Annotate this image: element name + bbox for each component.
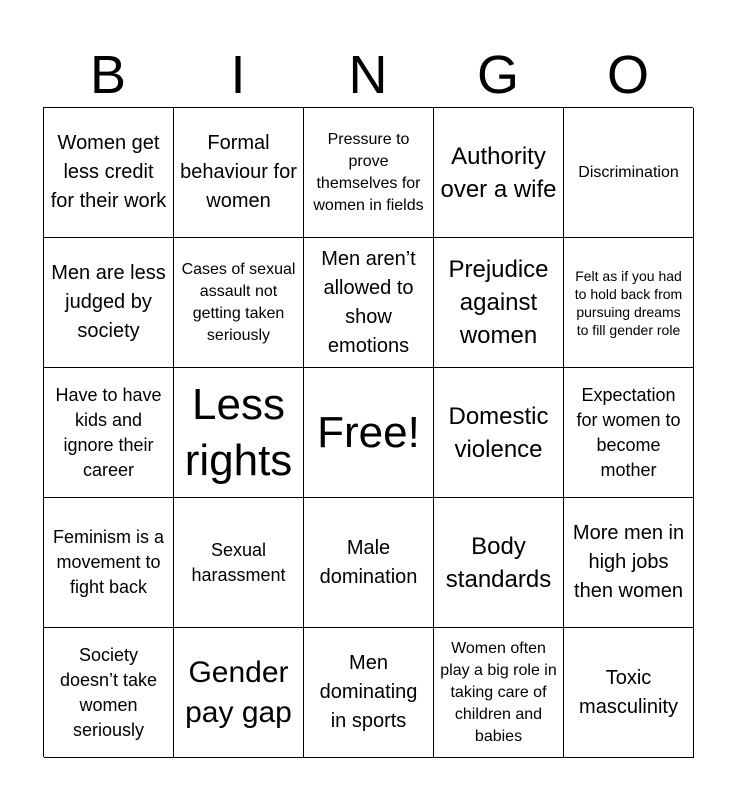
header-letter-o: O [606, 45, 649, 105]
header-letter-n: N [348, 45, 388, 105]
header-letter-i: I [230, 45, 246, 105]
bingo-cell[interactable] [434, 238, 564, 368]
bingo-cell-text: Toxic masculinity [579, 666, 678, 718]
bingo-cell-text: Cases of sexual assault not getting taken seriously [181, 260, 296, 344]
bingo-cell-text: Pressure to prove themselves for women in fields [313, 130, 424, 214]
bingo-cell[interactable] [564, 238, 694, 368]
bingo-cell-text: Body standards [445, 532, 552, 593]
bingo-cell-text: Have to have kids and ignore their career [55, 384, 162, 480]
bingo-cell-text: Formal behaviour for women [180, 132, 297, 212]
bingo-cell-text: Expectation for women to become mother [576, 384, 681, 480]
bingo-cell[interactable] [564, 628, 694, 758]
bingo-cell[interactable] [434, 368, 564, 498]
bingo-cell[interactable] [174, 628, 304, 758]
bingo-cell-text: Sexual harassment [191, 539, 286, 585]
bingo-cell-text: More men in high jobs then women [572, 522, 685, 602]
bingo-cell[interactable] [434, 628, 564, 758]
bingo-cell-text: Women often play a big role in taking care of children and babies [440, 639, 557, 745]
bingo-cell-text: Male domination [319, 536, 418, 588]
bingo-cell[interactable] [174, 108, 304, 238]
free-space-cell[interactable] [304, 368, 434, 498]
header-letter-g: G [476, 45, 519, 105]
bingo-header [43, 42, 693, 108]
bingo-cell-text: Women get less credit for their work [50, 132, 167, 212]
bingo-cell[interactable] [44, 368, 174, 498]
bingo-cell-text: Feminism is a movement to fight back [52, 527, 164, 597]
bingo-card-grid [43, 107, 693, 757]
bingo-cell-text: Felt as if you had to hold back from pursuing dreams to fill gender role [574, 267, 683, 338]
bingo-cell[interactable] [44, 628, 174, 758]
bingo-cell-text: Discrimination [578, 163, 679, 181]
bingo-cell[interactable] [304, 108, 434, 238]
bingo-cell-text: Less rights [184, 379, 293, 485]
bingo-cell[interactable] [434, 498, 564, 628]
bingo-cell[interactable] [174, 498, 304, 628]
bingo-cell[interactable] [304, 498, 434, 628]
bingo-cell-text: Prejudice against women [448, 256, 549, 349]
header-letter-b: B [89, 45, 127, 105]
bingo-cell[interactable] [304, 628, 434, 758]
bingo-cell[interactable] [434, 108, 564, 238]
bingo-cell-text: Men dominating in sports [319, 652, 418, 732]
bingo-cell[interactable] [304, 238, 434, 368]
bingo-cell-text: Authority over a wife [440, 142, 557, 203]
bingo-cell-text: Gender pay gap [185, 655, 292, 729]
bingo-cell-text: Domestic violence [448, 402, 549, 463]
bingo-cell[interactable] [564, 368, 694, 498]
free-space-text: Free! [317, 407, 420, 457]
bingo-cell[interactable] [564, 498, 694, 628]
bingo-cell[interactable] [44, 498, 174, 628]
bingo-cell[interactable] [174, 238, 304, 368]
bingo-cell-text: Men aren’t allowed to show emotions [321, 247, 416, 357]
bingo-cell[interactable] [564, 108, 694, 238]
bingo-cell[interactable] [44, 108, 174, 238]
bingo-cell-text: Men are less judged by society [51, 262, 166, 342]
bingo-cell[interactable] [174, 368, 304, 498]
bingo-cell-text: Society doesn’t take women seriously [59, 644, 158, 740]
bingo-cell[interactable] [44, 238, 174, 368]
